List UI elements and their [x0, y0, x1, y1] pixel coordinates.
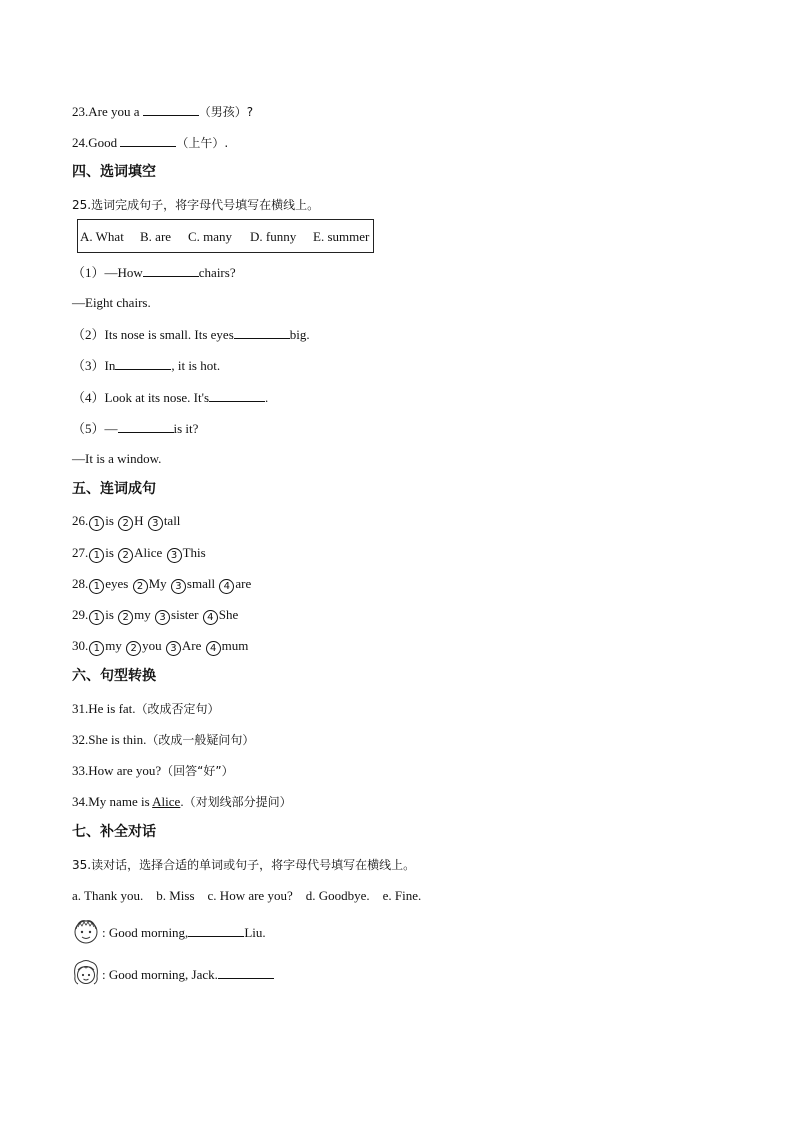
question-27 [72, 545, 206, 563]
circled-number: 1 [89, 610, 104, 625]
option-a: A. What [80, 229, 124, 244]
question-text: 34.My name is [72, 794, 153, 809]
answer-blank[interactable] [143, 264, 199, 277]
question-text: 23.Are you a [72, 104, 143, 119]
word: you [142, 638, 162, 653]
word: sister [171, 607, 199, 622]
sentence-start: （3）In [72, 358, 116, 373]
sentence-end: big. [289, 327, 310, 342]
dialogue-text-end: Liu. [244, 925, 266, 940]
word: is [105, 513, 114, 528]
question-30 [72, 638, 248, 656]
question-text: 24.Good [72, 135, 121, 150]
sentence-start: （1）—How [72, 265, 143, 280]
section-6-heading: 六、句型转换 [72, 668, 156, 684]
word: are [235, 576, 252, 591]
answer-blank[interactable] [120, 134, 176, 147]
answer-blank[interactable] [118, 420, 174, 433]
dialogue-text: : Good morning, [102, 925, 189, 940]
sentence-end: . [265, 390, 269, 405]
circled-number: 3 [166, 641, 181, 656]
question-number: 30. [72, 638, 89, 653]
word: tall [163, 513, 181, 528]
question-25-3 [72, 357, 220, 374]
circled-number: 1 [89, 641, 104, 656]
circled-number: 4 [206, 641, 221, 656]
word: Alice [134, 545, 163, 560]
sentence-end: is it? [173, 421, 199, 436]
word: My [148, 576, 167, 591]
circled-number: 4 [219, 579, 234, 594]
answer-blank[interactable] [209, 389, 265, 402]
question-number: 27. [72, 545, 89, 560]
answer-blank[interactable] [234, 326, 290, 339]
word: is [105, 545, 114, 560]
question-hint: （回答“好”） [161, 764, 234, 778]
question-text-end: . [180, 794, 184, 809]
question-35-instruction: 35.读对话，选择合适的单词或句子，将字母代号填写在横线上。 [72, 858, 416, 872]
question-33 [72, 763, 234, 779]
sentence-start: （4）Look at its nose. It's [72, 390, 210, 405]
circled-number: 2 [118, 610, 133, 625]
question-32 [72, 732, 254, 748]
word: my [105, 638, 122, 653]
word: mum [221, 638, 249, 653]
circled-number: 2 [126, 641, 141, 656]
circled-number: 4 [203, 610, 218, 625]
answer-line: —It is a window. [72, 451, 162, 466]
dialogue-line-2 [102, 966, 274, 983]
option-c: C. many [188, 229, 233, 244]
answer-line: —Eight chairs. [72, 295, 151, 310]
circled-number: 1 [89, 548, 104, 563]
option-d: D. funny [250, 229, 297, 244]
word: small [186, 576, 216, 591]
question-hint: （上午）. [176, 136, 229, 150]
sentence-start: （5）— [72, 421, 118, 436]
dialogue-text: : Good morning, Jack. [102, 967, 218, 982]
word: H [134, 513, 144, 528]
question-31 [72, 701, 220, 717]
question-25-4 [72, 389, 268, 406]
question-25-5 [72, 420, 198, 437]
question-hint: （男孩）? [198, 105, 254, 119]
girl-face-icon [71, 958, 101, 988]
circled-number: 3 [171, 579, 186, 594]
question-text: 31.He is fat. [72, 701, 136, 716]
answer-blank[interactable] [188, 924, 244, 937]
question-25-instruction: 25.选词完成句子，将字母代号填写在横线上。 [72, 198, 320, 212]
question-23 [72, 103, 253, 120]
option-b: B. are [140, 229, 172, 244]
option-e: E. summer [313, 229, 370, 244]
circled-number: 3 [155, 610, 170, 625]
section-5-heading: 五、连词成句 [72, 481, 156, 497]
question-number: 29. [72, 607, 89, 622]
underlined-word: Alice [152, 794, 181, 809]
word: my [134, 607, 151, 622]
question-25-2 [72, 326, 310, 343]
boy-face-icon [71, 916, 101, 946]
sentence-end: , it is hot. [171, 358, 221, 373]
circled-number: 3 [167, 548, 182, 563]
answer-blank[interactable] [143, 103, 199, 116]
sentence-start: （2）Its nose is small. Its eyes [72, 327, 234, 342]
dialogue-line-1 [102, 924, 266, 941]
answer-blank[interactable] [115, 357, 171, 370]
question-24 [72, 134, 228, 151]
word-options-box [77, 219, 374, 253]
question-29 [72, 607, 238, 625]
word: is [105, 607, 114, 622]
circled-number: 1 [89, 579, 104, 594]
question-number: 28. [72, 576, 89, 591]
circled-number: 2 [118, 548, 133, 563]
word: Are [181, 638, 202, 653]
question-hint: （改成一般疑问句） [146, 733, 255, 747]
sentence-end: chairs? [198, 265, 236, 280]
question-number: 26. [72, 513, 89, 528]
question-26 [72, 513, 180, 531]
answer-blank[interactable] [218, 966, 274, 979]
word: This [182, 545, 206, 560]
circled-number: 2 [118, 516, 133, 531]
circled-number: 3 [148, 516, 163, 531]
circled-number: 1 [89, 516, 104, 531]
word: She [218, 607, 239, 622]
question-28 [72, 576, 251, 594]
section-4-heading: 四、选词填空 [72, 164, 156, 180]
question-hint: （改成否定句） [135, 702, 220, 716]
question-34 [72, 794, 292, 810]
question-25-1 [72, 264, 236, 281]
word: eyes [105, 576, 129, 591]
question-35-options: a. Thank you. b. Miss c. How are you? d. Goodbye. e. Fine. [72, 888, 422, 903]
question-text: 32.She is thin. [72, 732, 147, 747]
question-hint: （对划线部分提问） [183, 795, 292, 809]
question-text: 33.How are you? [72, 763, 162, 778]
section-7-heading: 七、补全对话 [72, 824, 156, 840]
circled-number: 2 [133, 579, 148, 594]
